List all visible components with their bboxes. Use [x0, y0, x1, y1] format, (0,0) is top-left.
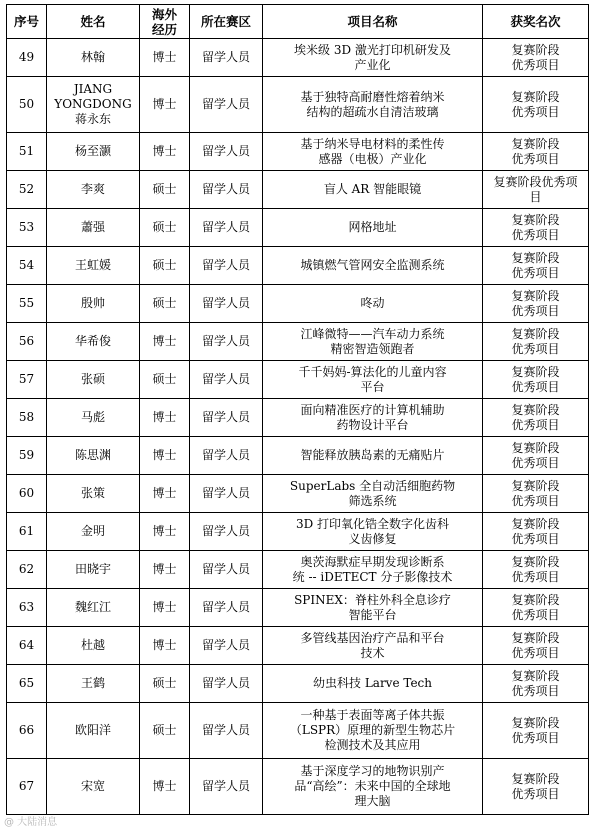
- table-row: [7, 513, 589, 551]
- cell-region: 留学人员: [190, 77, 263, 133]
- cell-overseas: 硕士: [140, 703, 190, 759]
- table-row: [7, 77, 589, 133]
- cell-region: 留学人员: [190, 627, 263, 665]
- cell-seq: 61: [7, 513, 47, 551]
- cell-name: 杜越: [47, 627, 140, 665]
- cell-name: 陈思渊: [47, 437, 140, 475]
- table-row: [7, 285, 589, 323]
- cell-seq: 50: [7, 77, 47, 133]
- cell-award: 复赛阶段 优秀项目: [483, 665, 589, 703]
- cell-award: 复赛阶段 优秀项目: [483, 133, 589, 171]
- cell-project: 智能释放胰岛素的无痛贴片: [263, 437, 483, 475]
- table-row: [7, 133, 589, 171]
- cell-region: 留学人员: [190, 513, 263, 551]
- table-row: [7, 437, 589, 475]
- cell-overseas: 博士: [140, 39, 190, 77]
- table-row: [7, 39, 589, 77]
- cell-name: 华希俊: [47, 323, 140, 361]
- cell-seq: 53: [7, 209, 47, 247]
- cell-overseas: 博士: [140, 589, 190, 627]
- cell-award: 复赛阶段 优秀项目: [483, 285, 589, 323]
- cell-project: 一种基于表面等离子体共振 （LSPR）原理的新型生物芯片 检测技术及其应用: [263, 703, 483, 759]
- cell-seq: 52: [7, 171, 47, 209]
- watermark-logo: @ 大陆消息: [4, 817, 58, 828]
- cell-name: 蕭强: [47, 209, 140, 247]
- cell-region: 留学人员: [190, 551, 263, 589]
- table-row: [7, 759, 589, 815]
- cell-name: 欧阳洋: [47, 703, 140, 759]
- cell-award: 复赛阶段 优秀项目: [483, 77, 589, 133]
- cell-name: 张策: [47, 475, 140, 513]
- cell-name: 王虹媛: [47, 247, 140, 285]
- cell-name: 魏红江: [47, 589, 140, 627]
- cell-overseas: 硕士: [140, 209, 190, 247]
- cell-overseas: 博士: [140, 399, 190, 437]
- cell-overseas: 博士: [140, 323, 190, 361]
- cell-project: 幼虫科技 Larve Tech: [263, 665, 483, 703]
- cell-name: 杨至灏: [47, 133, 140, 171]
- header-name: 姓名: [47, 5, 140, 39]
- cell-project: 基于纳米导电材料的柔性传 感器（电极）产业化: [263, 133, 483, 171]
- cell-region: 留学人员: [190, 39, 263, 77]
- cell-name: 宋宽: [47, 759, 140, 815]
- cell-seq: 63: [7, 589, 47, 627]
- table-row: [7, 171, 589, 209]
- cell-project: 3D 打印氧化锆全数字化齿科 义齿修复: [263, 513, 483, 551]
- cell-award: 复赛阶段 优秀项目: [483, 323, 589, 361]
- header-project: 项目名称: [263, 5, 483, 39]
- table-row: [7, 361, 589, 399]
- cell-region: 留学人员: [190, 209, 263, 247]
- cell-name: 马彪: [47, 399, 140, 437]
- cell-seq: 67: [7, 759, 47, 815]
- cell-overseas: 博士: [140, 513, 190, 551]
- table-row: [7, 703, 589, 759]
- cell-overseas: 硕士: [140, 171, 190, 209]
- cell-award: 复赛阶段 优秀项目: [483, 361, 589, 399]
- cell-seq: 57: [7, 361, 47, 399]
- header-overseas: 海外 经历: [140, 5, 190, 39]
- cell-project: 基于独特高耐磨性熔着纳米 结构的超疏水自清洁玻璃: [263, 77, 483, 133]
- cell-award: 复赛阶段 优秀项目: [483, 759, 589, 815]
- cell-project: 城镇燃气管网安全监测系统: [263, 247, 483, 285]
- cell-region: 留学人员: [190, 703, 263, 759]
- header-award: 获奖名次: [483, 5, 589, 39]
- cell-name: 王鹤: [47, 665, 140, 703]
- cell-award: 复赛阶段 优秀项目: [483, 39, 589, 77]
- cell-overseas: 博士: [140, 627, 190, 665]
- cell-award: 复赛阶段 优秀项目: [483, 209, 589, 247]
- cell-name: 殷帅: [47, 285, 140, 323]
- cell-project: 网格地址: [263, 209, 483, 247]
- cell-project: 千千妈妈-算法化的儿童内容 平台: [263, 361, 483, 399]
- cell-overseas: 硕士: [140, 285, 190, 323]
- cell-name: 李爽: [47, 171, 140, 209]
- table-row: [7, 475, 589, 513]
- cell-region: 留学人员: [190, 759, 263, 815]
- cell-region: 留学人员: [190, 589, 263, 627]
- cell-award: 复赛阶段 优秀项目: [483, 399, 589, 437]
- cell-region: 留学人员: [190, 399, 263, 437]
- cell-region: 留学人员: [190, 475, 263, 513]
- cell-overseas: 博士: [140, 759, 190, 815]
- cell-project: 盲人 AR 智能眼镜: [263, 171, 483, 209]
- cell-award: 复赛阶段 优秀项目: [483, 589, 589, 627]
- cell-project: 多管线基因治疗产品和平台 技术: [263, 627, 483, 665]
- cell-overseas: 博士: [140, 133, 190, 171]
- cell-overseas: 硕士: [140, 665, 190, 703]
- cell-seq: 55: [7, 285, 47, 323]
- cell-region: 留学人员: [190, 323, 263, 361]
- cell-seq: 66: [7, 703, 47, 759]
- cell-name: 金明: [47, 513, 140, 551]
- cell-name: 林翰: [47, 39, 140, 77]
- cell-region: 留学人员: [190, 665, 263, 703]
- table-row: [7, 247, 589, 285]
- cell-region: 留学人员: [190, 171, 263, 209]
- cell-name: 田晓宇: [47, 551, 140, 589]
- cell-overseas: 博士: [140, 437, 190, 475]
- cell-project: 咚动: [263, 285, 483, 323]
- cell-award: 复赛阶段 优秀项目: [483, 437, 589, 475]
- table-row: [7, 665, 589, 703]
- cell-project: 江峰微特——汽车动力系统 精密智造领跑者: [263, 323, 483, 361]
- cell-region: 留学人员: [190, 437, 263, 475]
- cell-project: SPINEX：脊柱外科全息诊疗 智能平台: [263, 589, 483, 627]
- cell-award: 复赛阶段 优秀项目: [483, 551, 589, 589]
- cell-region: 留学人员: [190, 247, 263, 285]
- table-row: [7, 323, 589, 361]
- cell-seq: 49: [7, 39, 47, 77]
- table-row: [7, 209, 589, 247]
- cell-seq: 58: [7, 399, 47, 437]
- cell-award: 复赛阶段 优秀项目: [483, 703, 589, 759]
- cell-region: 留学人员: [190, 361, 263, 399]
- header-seq: 序号: [7, 5, 47, 39]
- cell-seq: 56: [7, 323, 47, 361]
- cell-project: 埃米级 3D 激光打印机研发及 产业化: [263, 39, 483, 77]
- table-row: [7, 627, 589, 665]
- cell-overseas: 博士: [140, 77, 190, 133]
- results-table: [6, 4, 589, 815]
- cell-seq: 62: [7, 551, 47, 589]
- cell-name: 张硕: [47, 361, 140, 399]
- table-row: [7, 399, 589, 437]
- header-region: 所在赛区: [190, 5, 263, 39]
- table-row: [7, 551, 589, 589]
- cell-project: 基于深度学习的地物识别产 品“高绘”：未来中国的全球地 理大脑: [263, 759, 483, 815]
- table-row: [7, 589, 589, 627]
- cell-award: 复赛阶段 优秀项目: [483, 475, 589, 513]
- cell-overseas: 博士: [140, 475, 190, 513]
- cell-name: JIANG YONGDONG 蒋永东: [47, 77, 140, 133]
- cell-region: 留学人员: [190, 133, 263, 171]
- cell-award: 复赛阶段 优秀项目: [483, 513, 589, 551]
- cell-overseas: 硕士: [140, 247, 190, 285]
- cell-seq: 51: [7, 133, 47, 171]
- cell-overseas: 博士: [140, 551, 190, 589]
- cell-award: 复赛阶段优秀项 目: [483, 171, 589, 209]
- cell-region: 留学人员: [190, 285, 263, 323]
- cell-seq: 65: [7, 665, 47, 703]
- cell-project: 奥茨海默症早期发现诊断系 统 -- iDETECT 分子影像技术: [263, 551, 483, 589]
- cell-seq: 60: [7, 475, 47, 513]
- cell-award: 复赛阶段 优秀项目: [483, 627, 589, 665]
- cell-overseas: 硕士: [140, 361, 190, 399]
- cell-seq: 64: [7, 627, 47, 665]
- cell-seq: 54: [7, 247, 47, 285]
- cell-project: 面向精准医疗的计算机辅助 药物设计平台: [263, 399, 483, 437]
- cell-project: SuperLabs 全自动活细胞药物 筛选系统: [263, 475, 483, 513]
- cell-award: 复赛阶段 优秀项目: [483, 247, 589, 285]
- cell-seq: 59: [7, 437, 47, 475]
- table-header-row: [7, 5, 589, 39]
